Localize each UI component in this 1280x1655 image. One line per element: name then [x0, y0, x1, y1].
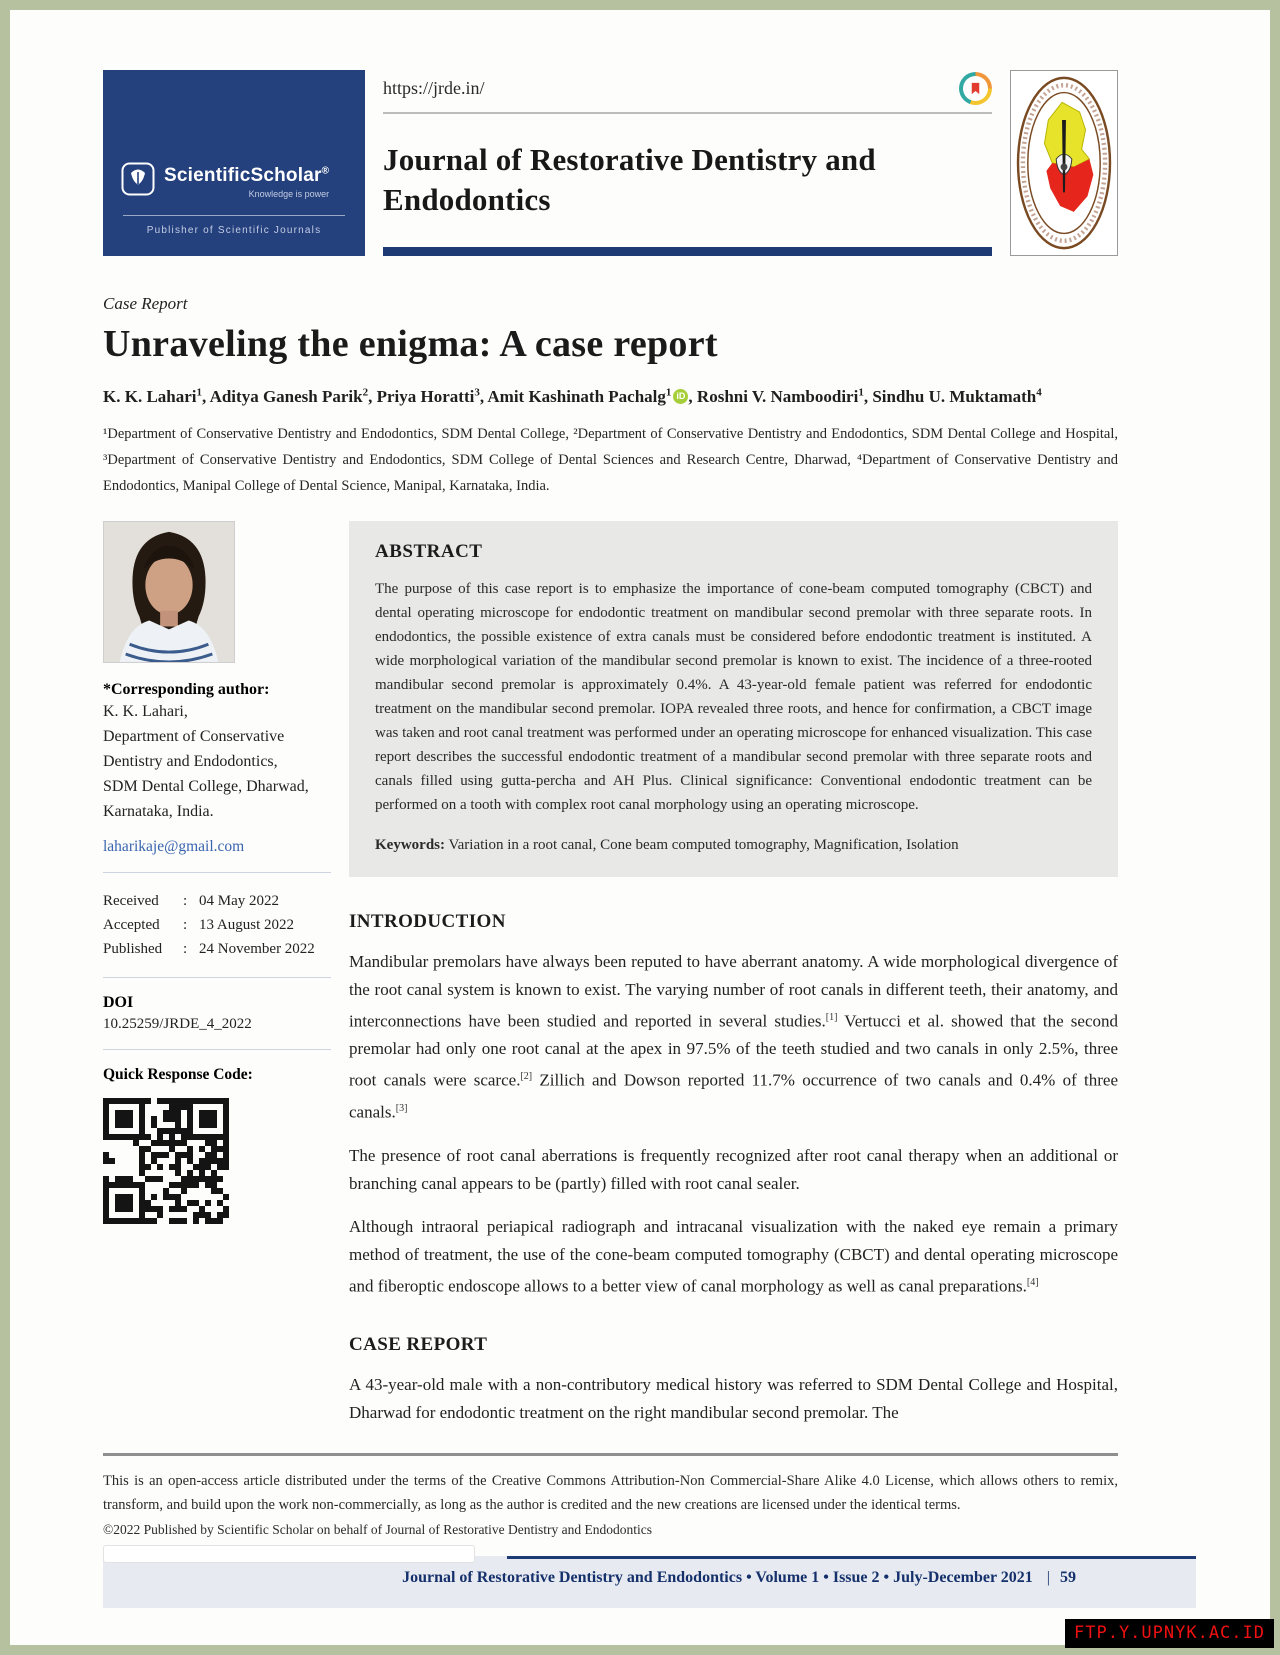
corresponding-author-label: *Corresponding author: [103, 680, 270, 698]
article-page [10, 10, 1270, 1645]
orcid-icon[interactable]: iD [673, 389, 688, 404]
publisher-subtitle: Publisher of Scientific Journals [146, 225, 322, 236]
page-number: 59 [1060, 1569, 1076, 1587]
article-type: Case Report [103, 294, 188, 313]
copyright-text: ©2022 Published by Scientific Scholar on behalf of Journal of Restorative Dentistry and Endodontics [103, 1522, 653, 1538]
affiliations: ¹Department of Conservative Dentistry and Endodontics, SDM Dental College, ²Department of Conservative Dentistry and Endodontics, SDM Dental College and Hospital, ³Department of Conservative Dentistry and Endodontics, SDM College of Dental Sciences and Research Centre, Dharwad, ⁴Department of Conservative Dentistry and Endodontics, Manipal College of Dental Science, Manipal, Karnataka, India. [103, 425, 1118, 494]
sidebar [103, 521, 331, 1428]
author: Roshni V. Namboodiri$^1$, [696, 386, 873, 406]
running-footer: Journal of Restorative Dentistry and Endodontics • Volume 1 • Issue 2 • July-December 2021 | 59 [402, 1569, 1076, 1587]
abstract-text: The purpose of this case report is to emphasize the importance of cone-beam computed tomography (CBCT) and dental operating microscope for endodontic treatment on mandibular second premolar with three separate roots. In endodontics, the possible existence of extra canals must be considered before endodontic treatment is instituted. A wide morphological variation of the mandibular second premolar is known to exist. The incidence of a three-rooted mandibular second premolar is approximately 0.4%. A 43-year-old female patient was referred for endodontic treatment on the mandibular second premolar. IOPA revealed three roots, and hence for confirmation, a CBCT image was taken and root canal treatment was performed under an operating microscope for enhanced visualization. This case report describes the successful endodontic treatment of a mandibular second premolar with three separate roots and canals filled using gutta-percha and AH Plus. Clinical significance: Conventional endodontic treatment can be performed on a tooth with complex root canal morphology using an operating microscope. [375, 580, 1092, 813]
case-report-heading: CASE REPORT [349, 1334, 488, 1356]
doi-value: 10.25259/JRDE_4_2022 [103, 1015, 252, 1032]
logo-divider [123, 215, 345, 216]
footer-strip-line [507, 1556, 1196, 1559]
author: Sindhu U. Muktamath$^4$ [872, 386, 1042, 406]
author: Amit Kashinath Pachalg$^1$ iD , [487, 386, 697, 406]
date-row: Received : 04 May 2022 [103, 892, 279, 909]
abstract-heading: ABSTRACT [375, 540, 483, 562]
address-line: Karnataka, India. [103, 802, 214, 820]
address-line: Dentistry and Endodontics, [103, 752, 278, 770]
case-report-paragraph: A 43-year-old male with a non-contributory medical history was referred to SDM Dental College and Hospital, Dharwad for endodontic treatment on the right mandibular second premolar. The [349, 1375, 1118, 1423]
author: Priya Horatti$^3$, [376, 386, 488, 406]
article-title: Unraveling the enigma: A case report [103, 323, 718, 365]
address-line: SDM Dental College, Dharwad, [103, 777, 309, 795]
journal-url: https://jrde.in/ [383, 78, 485, 98]
article-body [349, 521, 1118, 1428]
keywords-label: Keywords: [375, 836, 445, 853]
email-link[interactable]: laharikaje@gmail.com [103, 837, 245, 855]
address-line: Department of Conservative [103, 727, 285, 745]
footer-strip-left-bar [103, 1545, 475, 1563]
sidebar-divider [103, 872, 331, 873]
scientific-scholar-icon [121, 162, 155, 201]
publisher-name: ScientificScholar® [164, 164, 330, 186]
journal-title: Journal of Restorative Dentistry and Endodontics [383, 142, 876, 217]
society-seal-emblem [1013, 73, 1115, 253]
bookmark-icon[interactable] [959, 72, 992, 105]
doi-label: DOI [103, 993, 134, 1011]
license-text: This is an open-access article distributed under the terms of the Creative Commons Attribution-Non Commercial-Share Alike 4.0 License, which allows others to remix, transform, and build upon the work non-commercially, as long as the author is credited and the new creations are licensed under the identical terms. [103, 1473, 1118, 1514]
date-row: Published : 24 November 2022 [103, 940, 315, 957]
society-seal [1010, 70, 1118, 256]
keywords: Keywords: Variation in a root canal, Cone beam computed tomography, Magnification, Isolation [375, 836, 959, 853]
author: K. K. Lahari$^1$, [103, 386, 210, 406]
sidebar-divider [103, 977, 331, 978]
introduction-heading: INTRODUCTION [349, 910, 506, 932]
qr-code [103, 1098, 229, 1224]
qr-code-label: Quick Response Code: [103, 1065, 253, 1083]
publisher-tagline: Knowledge is power [248, 188, 330, 199]
header-divider [383, 112, 992, 114]
introduction-paragraph: Mandibular premolars have always been reputed to have aberrant anatomy. A wide morphological divergence of the root canal system is known to exist. The varying number of root canals in different teeth, their anatomy, and interconnections have been studied and reported in several studies.[1] Vertucci et al. showed that the second premolar had only one root canal at the apex in 97.5% of the teeth studied and two canals in only 2.5%, three root canals were scarce.[2] Zillich and Dowson reported 11.7% occurrence of two canals and 0.4% of three canals.[3] [349, 951, 1118, 1122]
date-row: Accepted : 13 August 2022 [103, 916, 295, 933]
author-list [103, 386, 1118, 407]
introduction-paragraph: The presence of root canal aberrations is frequently recognized after root canal therapy when an additional or branching canal appears to be (partly) filled with root canal sealer. [349, 1145, 1118, 1193]
watermark: FTP.Y.UPNYK.AC.ID [1065, 1619, 1274, 1648]
corresponding-author-photo [103, 521, 235, 663]
header-navy-bar [383, 247, 992, 256]
publisher-logo-box [103, 70, 365, 256]
author: Aditya Ganesh Parik$^2$, [209, 386, 377, 406]
footer-rule [103, 1453, 1118, 1456]
dates-block [103, 889, 331, 961]
abstract-box [349, 521, 1118, 877]
introduction-paragraph: Although intraoral periapical radiograph and intracanal visualization with the naked eye remain a primary method of treatment, the use of the cone-beam computed tomography (CBCT) and dental operating microscope and fiberoptic endoscope allows to a better view of canal morphology as well as canal preparations.[4] [349, 1216, 1118, 1296]
footer-strip [103, 1556, 1196, 1608]
sidebar-divider [103, 1049, 331, 1050]
masthead [103, 70, 1118, 256]
masthead-center [383, 70, 992, 256]
corresponding-author-address [103, 699, 331, 824]
address-line: K. K. Lahari, [103, 702, 188, 720]
main-columns [103, 521, 1118, 1428]
